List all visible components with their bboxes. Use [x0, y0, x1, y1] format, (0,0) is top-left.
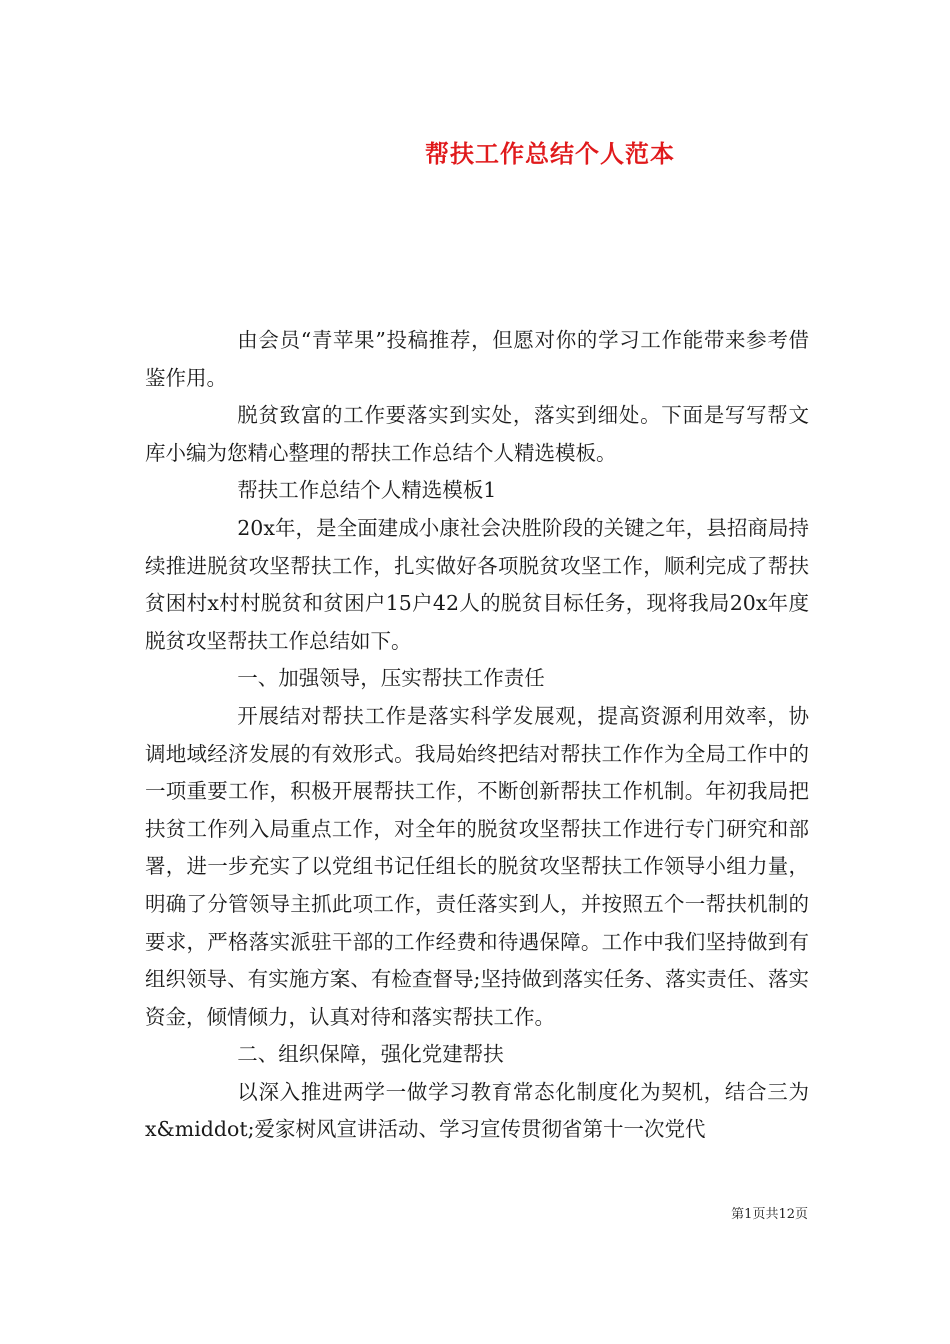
document-title: 帮扶工作总结个人范本: [425, 139, 675, 168]
paragraph-intro: 由会员“青苹果”投稿推荐，但愿对你的学习工作能带来参考借鉴作用。: [145, 328, 809, 390]
paragraph-section-1: 开展结对帮扶工作是落实科学发展观，提高资源利用效率，协调地域经济发展的有效形式。我局始终把结对帮扶工作作为全局工作中的一项重要工作，积极开展帮扶工作，不断创新帮扶工作机制。年初我局把扶贫工作列入局重点工作，对全年的脱贫攻坚帮扶工作进行专门研究和部署，进一步充实了以党组书记任组长的脱贫攻坚帮扶工作领导小组力量，明确了分管领导主抓此项工作，责任落实到人，并按照五个一帮扶机制的要求，严格落实派驻干部的工作经费和待遇保障。工作中我们坚持做到有组织领导、有实施方案、有检查督导;坚持做到落实任务、落实责任、落实资金，倾情倾力，认真对待和落实帮扶工作。: [145, 703, 809, 1029]
section-heading-2: 二、组织保障，强化党建帮扶: [237, 1042, 504, 1067]
document-body: [145, 322, 809, 1149]
paragraph-summary: 脱贫致富的工作要落实到实处，落实到细处。下面是写写帮文库小编为您精心整理的帮扶工作总结个人精选模板。: [145, 403, 809, 465]
paragraph-overview: 20x年，是全面建成小康社会决胜阶段的关键之年，县招商局持续推进脱贫攻坚帮扶工作，扎实做好各项脱贫攻坚工作，顺利完成了帮扶贫困村x村村脱贫和贫困户15户42人的脱贫目标任务，现将我局20x年度脱贫攻坚帮扶工作总结如下。: [145, 515, 809, 653]
paragraph-template-heading: 帮扶工作总结个人精选模板1: [237, 478, 497, 503]
section-heading-1: 一、加强领导，压实帮扶工作责任: [237, 666, 545, 691]
page-number: 第1页共12页: [731, 1207, 808, 1222]
paragraph-section-2: 以深入推进两学一做学习教育常态化制度化为契机，结合三为x&middot;爱家树风宣讲活动、学习宣传贯彻省第十一次党代: [145, 1079, 809, 1142]
